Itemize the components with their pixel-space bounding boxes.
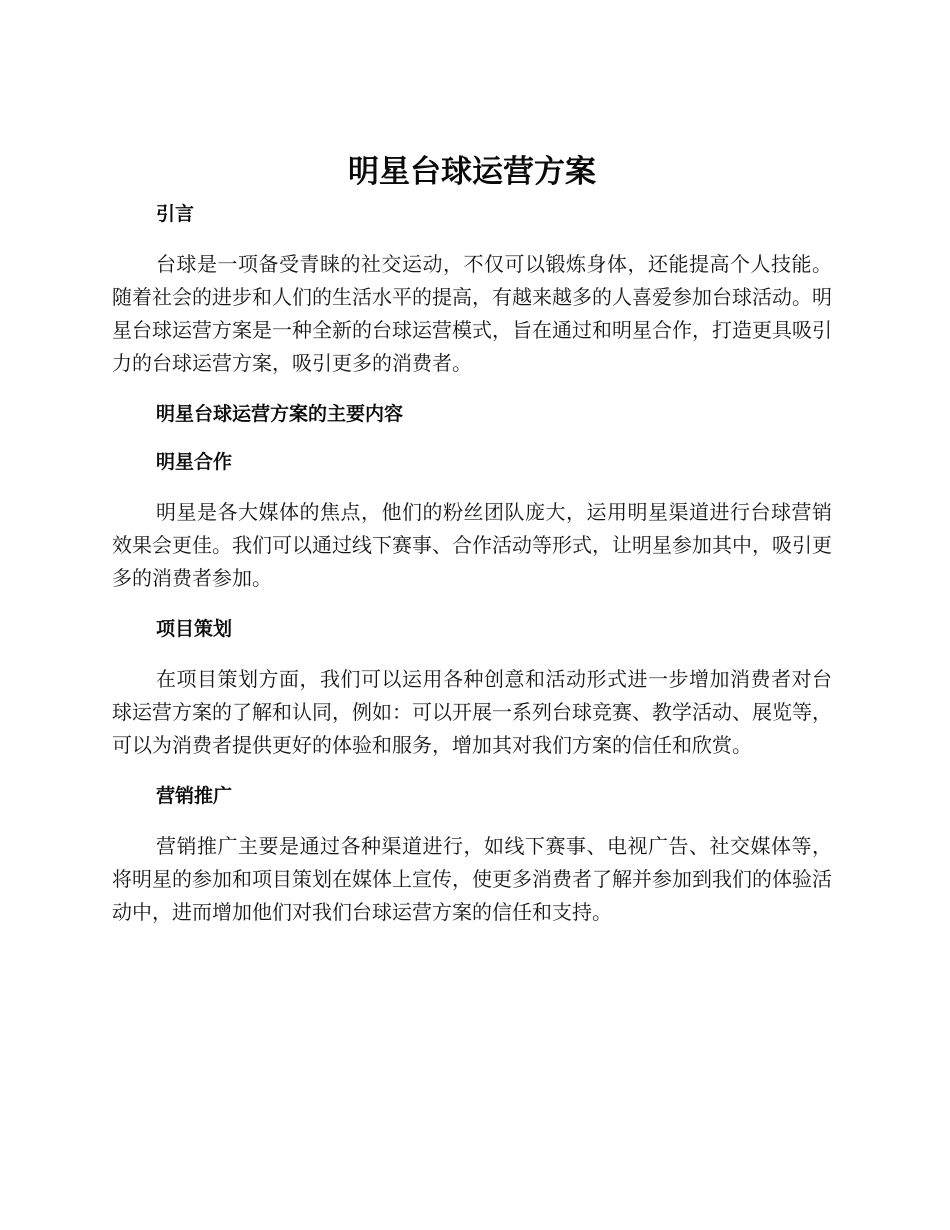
section-heading-main-content: 明星台球运营方案的主要内容 — [156, 403, 404, 425]
paragraph-project-planning: 在项目策划方面，我们可以运用各种创意和活动形式进一步增加消费者对台球运营方案的了解和认同，例如：可以开展一系列台球竞赛、教学活动、展览等，可以为消费者提供更好的体验和服务，增加其对我们方案的信任和欣赏。 — [112, 667, 832, 757]
section-heading-star-cooperation: 明星合作 — [156, 451, 233, 473]
paragraph-marketing: 营销推广主要是通过各种渠道进行，如线下赛事、电视广告、社交媒体等，将明星的参加和项目策划在媒体上宣传，使更多消费者了解并参加到我们的体验活动中，进而增加他们对我们台球运营方案的信任和支持。 — [112, 834, 832, 924]
paragraph-star-cooperation: 明星是各大媒体的焦点，他们的粉丝团队庞大，运用明星渠道进行台球营销效果会更佳。我们可以通过线下赛事、合作活动等形式，让明星参加其中，吸引更多的消费者参加。 — [112, 500, 832, 590]
section-heading-project-planning: 项目策划 — [156, 618, 233, 640]
section-heading-introduction: 引言 — [156, 203, 195, 225]
section-heading-marketing: 营销推广 — [156, 785, 233, 807]
paragraph-introduction: 台球是一项备受青睐的社交运动，不仅可以锻炼身体，还能提高个人技能。随着社会的进步和人们的生活水平的提高，有越来越多的人喜爱参加台球活动。明星台球运营方案是一种全新的台球运营模式，旨在通过和明星合作，打造更具吸引力的台球运营方案，吸引更多的消费者。 — [112, 252, 832, 375]
document-page — [112, 150, 832, 949]
document-title: 明星台球运营方案 — [348, 154, 596, 190]
